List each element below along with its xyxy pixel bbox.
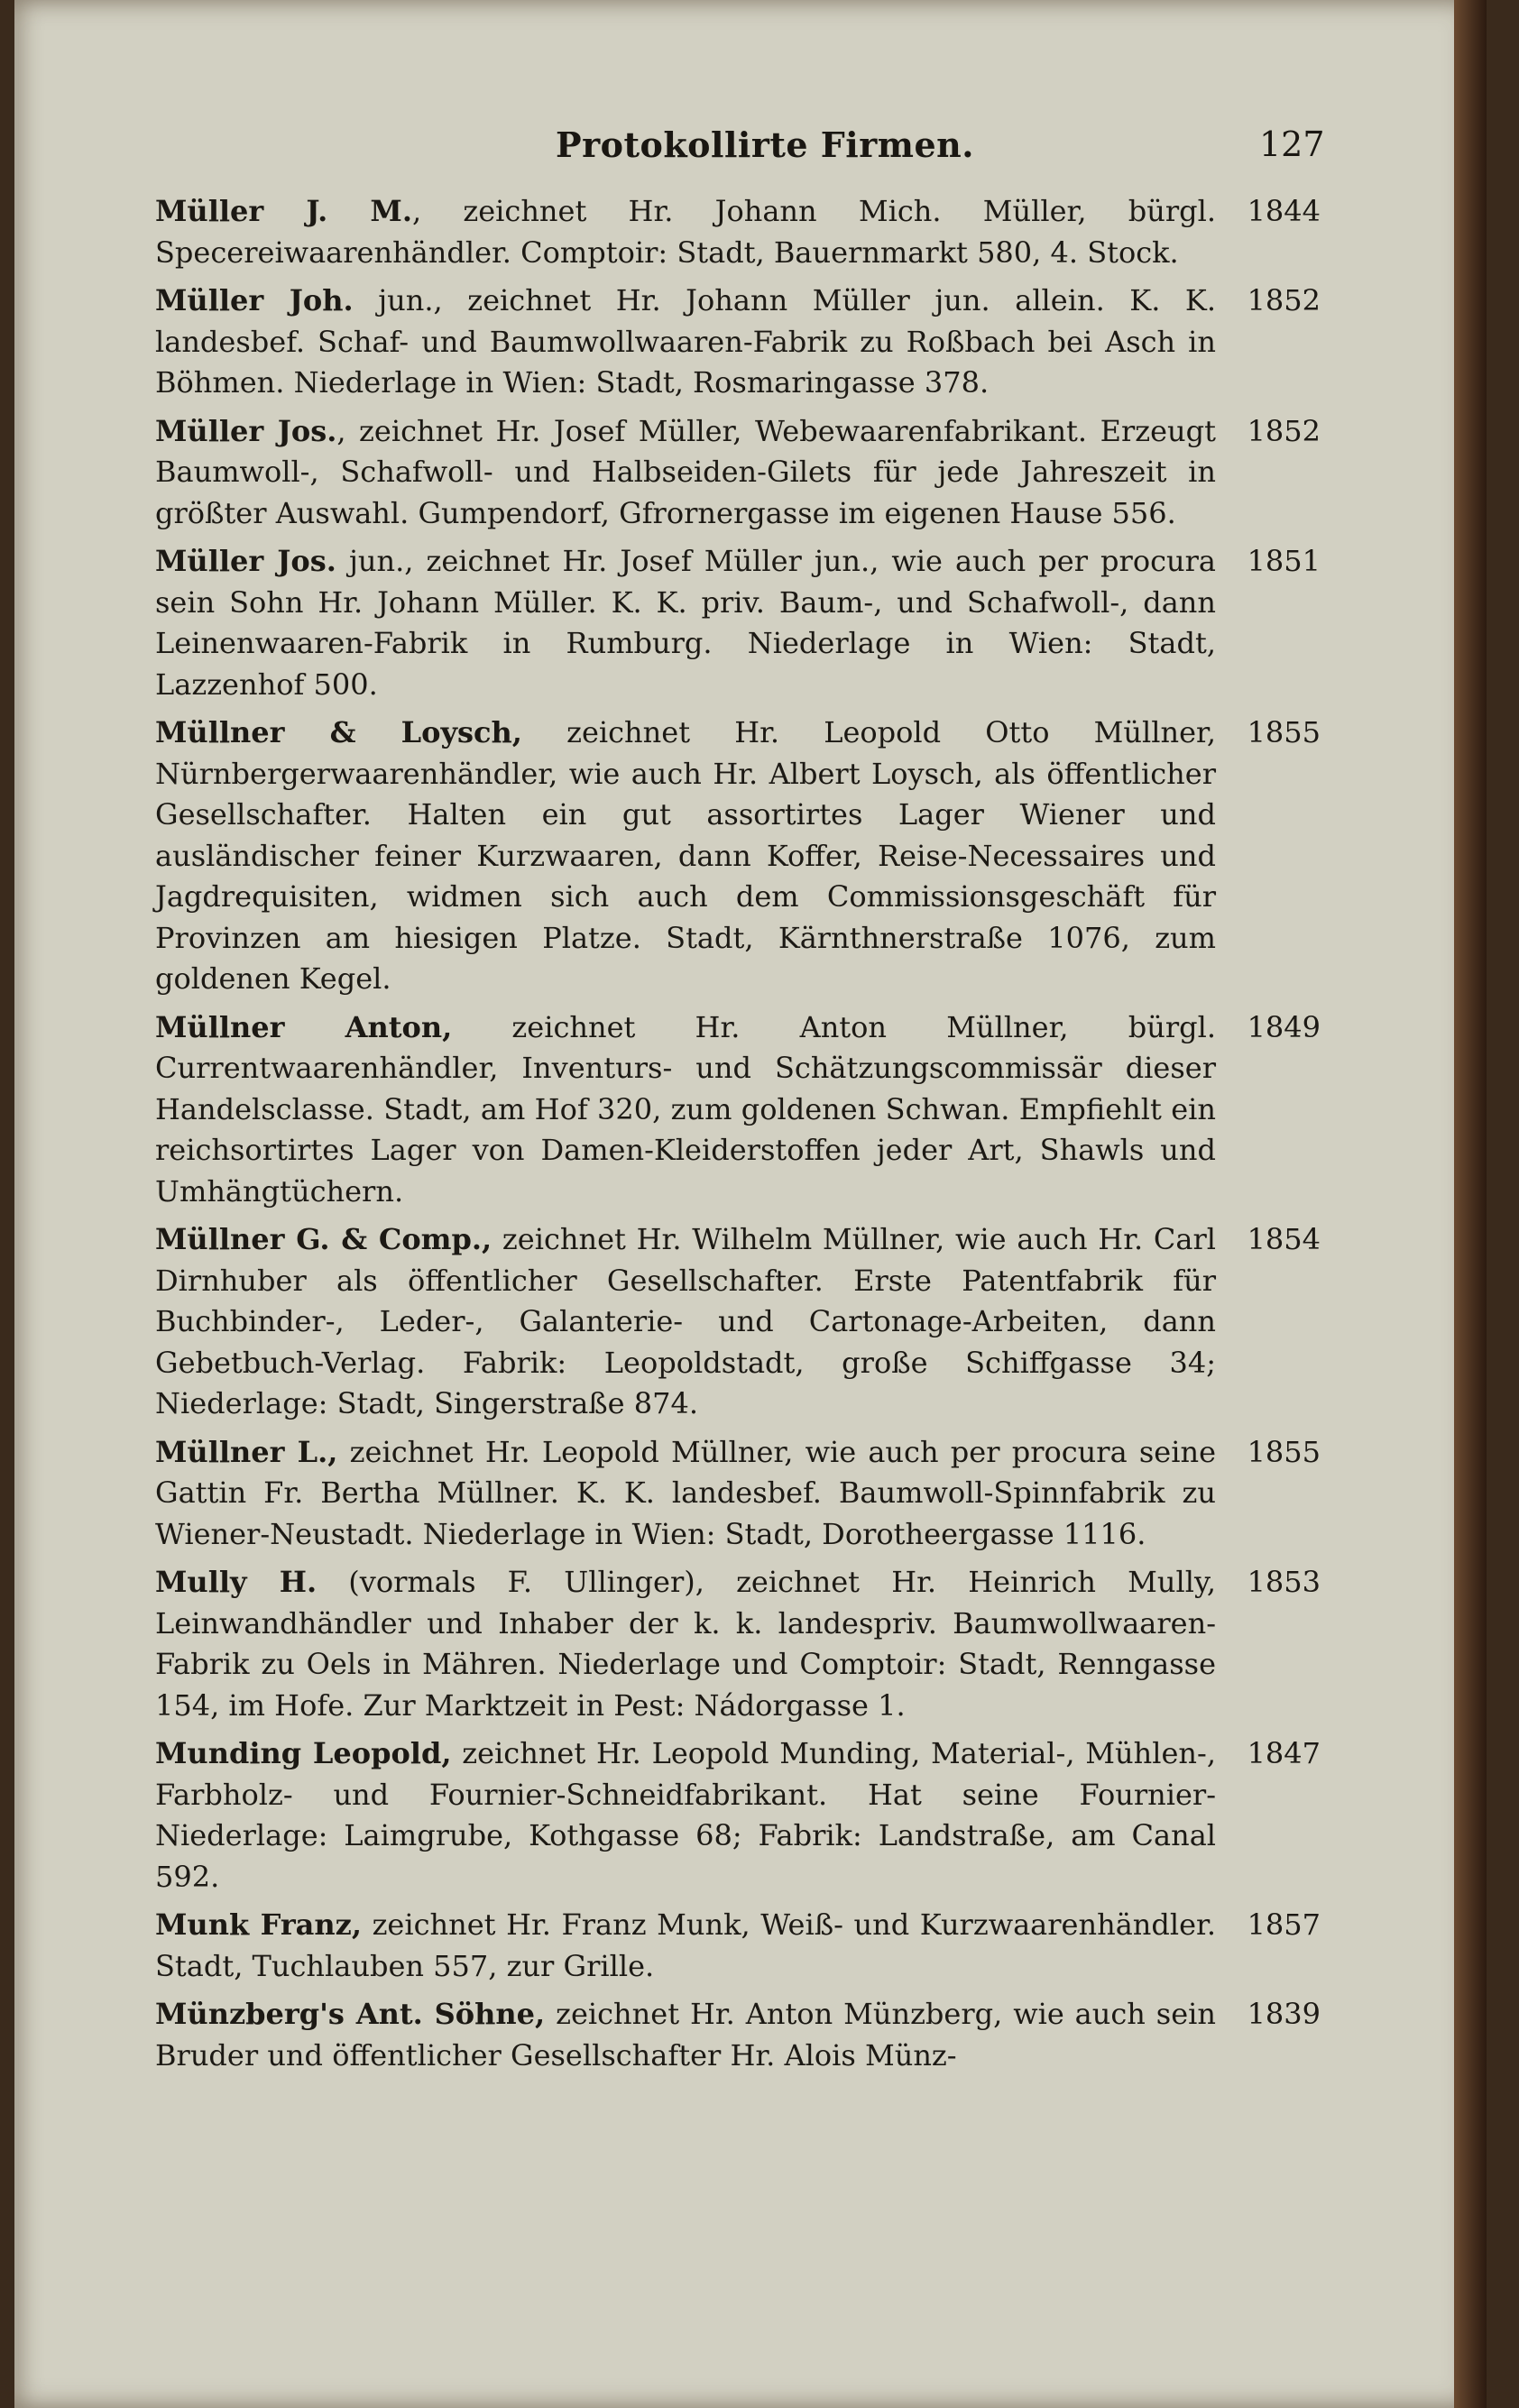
entry-text — [155, 1733, 1216, 1898]
firm-entry — [155, 280, 1328, 404]
entry-text — [155, 1905, 1216, 1987]
registration-year: 1844 — [1247, 194, 1321, 228]
entry-text — [155, 1007, 1216, 1213]
firm-description: , zeichnet Hr. Josef Müller, Webewaarenfabrikant. Erzeugt Baumwoll-, Schafwoll- und Halbseiden-Gilets für jede Jahreszeit in größter Auswahl. Gumpendorf, Gfrornergasse im eigenen Hause 556. — [155, 413, 1217, 530]
registration-year: 1854 — [1247, 1222, 1321, 1256]
firm-name: Müllner & Loysch, — [155, 715, 522, 749]
entry-text — [155, 1994, 1216, 2076]
registration-year: 1855 — [1247, 1434, 1321, 1469]
entry-text — [155, 1432, 1216, 1556]
firm-description: zeichnet Hr. Anton Müllner, bürgl. Currentwaarenhändler, Inventurs- und Schätzungscommissär dieser Handelsclasse. Stadt, am Hof 320, zum goldenen Schwan. Empfiehlt ein reichsortirtes Lager von Damen-Kleiderstoffen jeder Art, Shawls und Umhängtüchern. — [155, 1009, 1217, 1209]
firm-description: zeichnet Hr. Leopold Otto Müllner, Nürnbergerwaarenhändler, wie auch Hr. Albert Loysch, als öffentlicher Gesellschafter. Halten ein gut assortirtes Lager Wiener und ausländischer feiner Kurzwaaren, dann Koffer, Reise-Necessaires und Jagdrequisiten, widmen sich auch dem Commissionsgeschäft für Provinzen am hiesigen Platze. Stadt, Kärnthnerstraße 1076, zum goldenen Kegel. — [155, 715, 1217, 996]
firm-entry — [155, 191, 1328, 273]
registration-year: 1851 — [1247, 544, 1321, 578]
firm-entry — [155, 712, 1328, 1000]
firm-name: Müllner G. & Comp., — [155, 1222, 493, 1256]
entry-text — [155, 541, 1216, 705]
firm-name: Müller Jos. — [155, 544, 336, 578]
firm-description: zeichnet Hr. Franz Munk, Weiß- und Kurzwaarenhändler. Stadt, Tuchlauben 557, zur Grille. — [155, 1907, 1217, 1983]
registration-year: 1853 — [1247, 1565, 1321, 1599]
firm-name: Müllner Anton, — [155, 1009, 453, 1044]
registration-year: 1857 — [1247, 1907, 1321, 1942]
firm-entry — [155, 1733, 1328, 1898]
firm-name: Munk Franz, — [155, 1907, 362, 1942]
entry-text — [155, 1562, 1216, 1726]
entry-text — [155, 280, 1216, 404]
entry-text — [155, 712, 1216, 1000]
firm-entry — [155, 541, 1328, 705]
firm-entry — [155, 1562, 1328, 1726]
firm-description: zeichnet Hr. Leopold Müllner, wie auch per procura seine Gattin Fr. Bertha Müllner. K. K. landesbef. Baumwoll-Spinnfabrik zu Wiener-Neustadt. Niederlage in Wien: Stadt, Dorotheergasse 1116. — [155, 1434, 1217, 1551]
firm-entry — [155, 1994, 1328, 2076]
firm-name: Munding Leopold, — [155, 1736, 452, 1770]
book-spine — [1454, 0, 1487, 2408]
firm-description: zeichnet Hr. Anton Münzberg, wie auch sein Bruder und öffentlicher Gesellschafter Hr. Alois Münz- — [155, 1997, 1217, 2073]
book-page — [14, 0, 1487, 2408]
running-head — [14, 124, 1487, 179]
firm-description: jun., zeichnet Hr. Johann Müller jun. allein. K. K. landesbef. Schaf- und Baumwollwaaren-Fabrik zu Roßbach bei Asch in Böhmen. Niederlage in Wien: Stadt, Rosmaringasse 378. — [155, 283, 1217, 400]
firm-name: Müller Jos. — [155, 413, 337, 448]
firm-description: , zeichnet Hr. Johann Mich. Müller, bürgl. Specereiwaarenhändler. Comptoir: Stadt, Bauernmarkt 580, 4. Stock. — [155, 194, 1217, 270]
firm-description: jun., zeichnet Hr. Josef Müller jun., wie auch per procura sein Sohn Hr. Johann Müller. K. K. priv. Baum-, und Schafwoll-, dann Leinenwaaren-Fabrik in Rumburg. Niederlage in Wien: Stadt, Lazzenhof 500. — [155, 544, 1217, 702]
entry-text — [155, 1219, 1216, 1425]
firm-description: (vormals F. Ullinger), zeichnet Hr. Heinrich Mully, Leinwandhändler und Inhaber der k. k. landespriv. Baumwollwaaren-Fabrik zu Oels in Mähren. Niederlage und Comptoir: Stadt, Renngasse 154, im Hofe. Zur Marktzeit in Pest: Nádorgasse 1. — [155, 1565, 1217, 1723]
firm-entry — [155, 1432, 1328, 1556]
registration-year: 1839 — [1247, 1997, 1321, 2031]
entry-text — [155, 191, 1216, 273]
firm-name: Münzberg's Ant. Söhne, — [155, 1997, 546, 2031]
firm-entry — [155, 1219, 1328, 1425]
firm-name: Mully H. — [155, 1565, 318, 1599]
registration-year: 1852 — [1247, 413, 1321, 448]
registration-year: 1847 — [1247, 1736, 1321, 1770]
registration-year: 1852 — [1247, 283, 1321, 317]
firm-name: Müllner L., — [155, 1434, 338, 1469]
firm-entries — [155, 191, 1328, 2083]
firm-entry — [155, 1905, 1328, 1987]
entry-text — [155, 411, 1216, 535]
registration-year: 1849 — [1247, 1009, 1321, 1044]
firm-description: zeichnet Hr. Wilhelm Müllner, wie auch Hr. Carl Dirnhuber als öffentlicher Gesellschafter. Erste Patentfabrik für Buchbinder-, Leder-, Galanterie- und Cartonage-Arbeiten, dann Gebetbuch-Verlag. Fabrik: Leopoldstadt, große Schiffgasse 34; Niederlage: Stadt, Singerstraße 874. — [155, 1222, 1217, 1420]
registration-year: 1855 — [1247, 715, 1321, 749]
firm-entry — [155, 411, 1328, 535]
page-number: 127 — [1259, 124, 1325, 164]
firm-name: Müller J. M. — [155, 194, 412, 228]
page-title: Protokollirte Firmen. — [556, 124, 974, 165]
firm-name: Müller Joh. — [155, 283, 354, 317]
firm-entry — [155, 1007, 1328, 1213]
firm-description: zeichnet Hr. Leopold Munding, Material-, Mühlen-, Farbholz- und Fournier-Schneidfabrikant. Hat seine Fournier-Niederlage: Laimgrube, Kothgasse 68; Fabrik: Landstraße, am Canal 592. — [155, 1736, 1217, 1894]
